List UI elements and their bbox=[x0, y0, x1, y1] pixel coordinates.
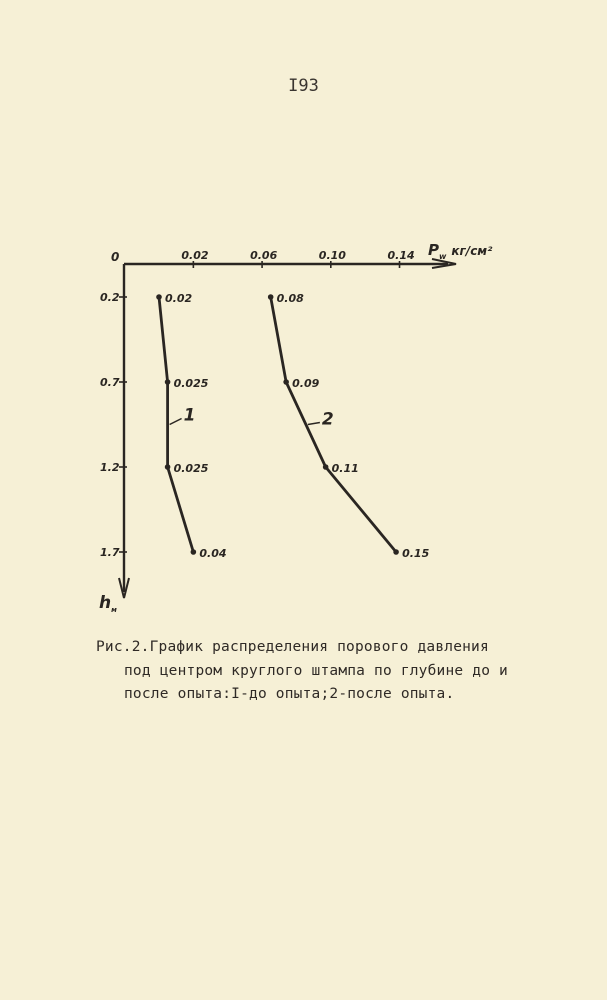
x-tick-label: 0.14 bbox=[387, 249, 415, 262]
data-label: 0.02 bbox=[165, 292, 193, 305]
data-point bbox=[393, 549, 399, 555]
page-number: I93 bbox=[288, 76, 319, 96]
series-name: 2 bbox=[321, 409, 334, 430]
data-point bbox=[156, 294, 162, 300]
chart-series bbox=[156, 292, 429, 560]
data-point bbox=[268, 294, 274, 300]
data-point bbox=[323, 464, 329, 470]
series-name: 1 bbox=[183, 405, 196, 426]
x-axis-label: $P_w$ кг/см² bbox=[428, 241, 493, 261]
data-label: 0.15 bbox=[402, 547, 430, 560]
data-label: 0.025 bbox=[173, 462, 209, 475]
x-tick-label: 0.10 bbox=[318, 249, 346, 262]
data-point bbox=[165, 379, 171, 385]
caption-line: после опыта:I-до опыта;2-после опыта. bbox=[124, 686, 455, 702]
y-axis-label: $h_м$ bbox=[99, 593, 117, 614]
data-label: 0.09 bbox=[292, 377, 320, 390]
series-leader bbox=[308, 423, 320, 425]
data-label: 0.08 bbox=[276, 292, 304, 305]
series-leader bbox=[170, 419, 182, 425]
data-point bbox=[165, 464, 171, 470]
data-point bbox=[191, 549, 197, 555]
y-tick-label: 0.2 bbox=[100, 291, 120, 304]
y-tick-label: 0.7 bbox=[100, 376, 120, 389]
x-tick-label: 0.02 bbox=[181, 249, 209, 262]
caption-line: под центром круглого штампа по глубине до и bbox=[124, 662, 508, 679]
origin-label: 0 bbox=[111, 250, 120, 264]
caption-line: Рис.2.График распределения порового давления bbox=[96, 639, 489, 655]
y-tick-label: 1.7 bbox=[100, 546, 120, 559]
data-label: 0.11 bbox=[331, 462, 359, 475]
data-point bbox=[283, 379, 289, 385]
data-label: 0.025 bbox=[173, 377, 209, 390]
data-label: 0.04 bbox=[199, 547, 227, 560]
x-tick-label: 0.06 bbox=[250, 249, 278, 262]
figure-caption bbox=[96, 636, 556, 707]
y-tick-label: 1.2 bbox=[100, 461, 120, 474]
